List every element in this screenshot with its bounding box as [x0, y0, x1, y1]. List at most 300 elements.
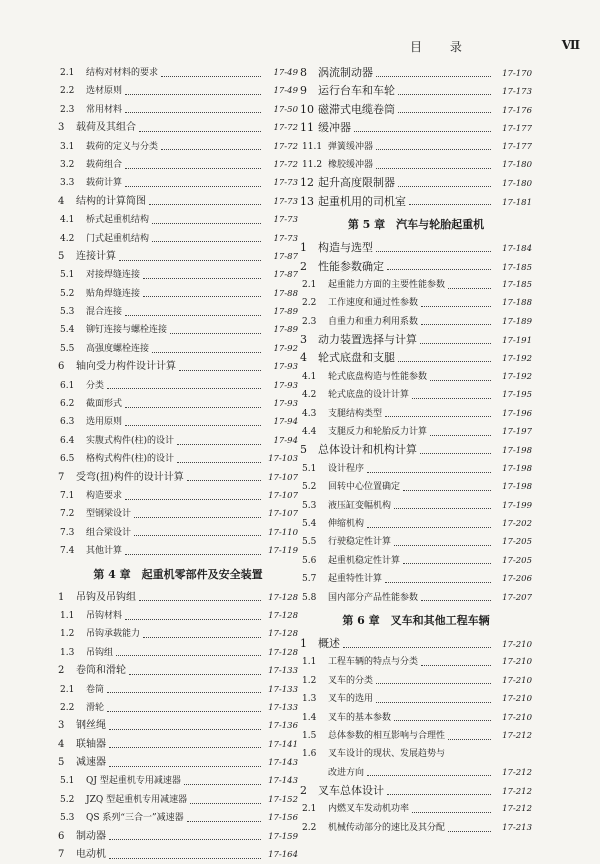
dot-leader: [420, 453, 491, 454]
dot-leader: [343, 647, 491, 648]
dot-leader: [409, 204, 491, 205]
dot-leader: [116, 655, 261, 656]
entry-title: 回转中心位置确定: [328, 482, 401, 493]
entry-page-number: 17-213: [502, 822, 532, 833]
toc-section-entry: [300, 82, 532, 100]
toc-subsection-entry: [300, 533, 532, 551]
entry-page-number: 17-197: [502, 427, 532, 438]
dot-leader: [376, 149, 491, 150]
entry-title: 截面形式: [86, 399, 123, 410]
entry-title: 工作速度和通过性参数: [328, 298, 419, 309]
entry-page-number: 17-143: [268, 758, 298, 769]
toc-subsection-entry: [300, 423, 532, 441]
entry-title: 弹簧缓冲器: [328, 141, 374, 152]
toc-subsection-entry: [300, 294, 532, 312]
dot-leader: [430, 435, 491, 436]
entry-title: 起升高度限制器: [318, 176, 395, 190]
entry-page-number: 17-87: [273, 270, 298, 281]
entry-number: 3.2: [60, 159, 75, 170]
dot-leader: [421, 600, 491, 601]
entry-title: 橡胶缓冲器: [328, 159, 374, 170]
entry-number: 3: [58, 122, 65, 134]
entry-title: 叉车的选用: [328, 694, 374, 705]
entry-number: 6: [58, 361, 65, 373]
dot-leader: [376, 702, 491, 703]
entry-number: 1.3: [302, 694, 317, 705]
entry-page-number: 17-205: [502, 537, 532, 548]
toc-subsection-entry: [58, 285, 298, 303]
toc-left-column: [58, 64, 298, 864]
toc-section-entry: [58, 662, 298, 680]
entry-number: 5.1: [60, 776, 75, 787]
entry-page-number: 17-72: [273, 123, 298, 134]
entry-title: 起重能力方面的主要性能参数: [328, 279, 446, 290]
entry-page-number: 17-212: [502, 787, 532, 798]
entry-page-number: 17-103: [268, 454, 298, 465]
entry-page-number: 17-73: [273, 196, 298, 207]
entry-number: 5.4: [302, 518, 317, 529]
entry-number: 6.2: [60, 399, 75, 410]
dot-leader: [107, 692, 261, 693]
dot-leader: [448, 288, 491, 289]
chapter-heading: 第 4 章 起重机零部件及安全装置: [93, 567, 263, 581]
dot-leader: [187, 821, 261, 822]
dot-leader: [394, 508, 491, 509]
page-header: [410, 38, 580, 54]
entry-number: 1.1: [302, 657, 317, 668]
dot-leader: [134, 517, 261, 518]
toc-section-entry: [58, 193, 298, 211]
entry-title: JZQ 型起重机专用减速器: [86, 794, 188, 805]
entry-number: 1: [300, 636, 307, 650]
entry-number: 5.8: [302, 592, 317, 603]
entry-page-number: 17-210: [502, 657, 532, 668]
entry-title: 起重机用的司机室: [318, 194, 406, 208]
entry-title: 构造与选型: [318, 241, 373, 255]
entry-number: 1.2: [302, 675, 317, 686]
dot-leader: [190, 803, 261, 804]
entry-page-number: 17-212: [502, 767, 532, 778]
toc-subsection-entry: [58, 340, 298, 358]
entry-page-number: 17-156: [268, 813, 298, 824]
dot-leader: [152, 241, 261, 242]
entry-title: 桥式起重机结构: [86, 215, 150, 226]
entry-title: 实腹式构件(柱)的设计: [86, 435, 175, 446]
dot-leader: [107, 388, 261, 389]
dot-leader: [403, 490, 491, 491]
entry-title: 高强度螺栓连接: [86, 343, 150, 354]
toc-subsection-entry: [58, 413, 298, 431]
dot-leader: [448, 739, 491, 740]
entry-page-number: 17-152: [268, 794, 298, 805]
toc-section-entry: [58, 358, 298, 376]
toc-subsection-entry: [300, 478, 532, 496]
entry-page-number: 17-128: [268, 629, 298, 640]
entry-title: 吊钩组: [86, 647, 114, 658]
entry-page-number: 17-210: [502, 712, 532, 723]
entry-page-number: 17-143: [268, 776, 298, 787]
entry-number: 7: [58, 471, 65, 483]
entry-title: 卷筒: [86, 684, 105, 695]
toc-subsection-entry: [300, 515, 532, 533]
entry-page-number: 17-133: [268, 702, 298, 713]
entry-title: 涡流制动器: [318, 66, 373, 79]
dot-leader: [149, 204, 261, 205]
entry-title: 分类: [86, 380, 105, 391]
entry-page-number: 17-128: [268, 592, 298, 603]
toc-subsection-entry: [300, 570, 532, 588]
entry-number: 2.3: [60, 104, 75, 115]
toc-subsection-entry: [58, 432, 298, 450]
dot-leader: [139, 131, 261, 132]
entry-page-number: 17-72: [273, 159, 298, 170]
entry-page-number: 17-119: [268, 546, 298, 557]
dot-leader: [143, 278, 261, 279]
entry-page-number: 17-73: [273, 178, 298, 189]
entry-number: 4: [300, 351, 307, 365]
entry-page-number: 17-89: [273, 307, 298, 318]
entry-title: 卷筒和滑轮: [76, 665, 126, 677]
entry-page-number: 17-92: [273, 343, 298, 354]
toc-subsection-entry: [300, 405, 532, 423]
entry-title: 改进方向: [328, 767, 365, 778]
entry-page-number: 17-133: [268, 666, 298, 677]
entry-page-number: 17-107: [268, 472, 298, 483]
dot-leader: [394, 545, 491, 546]
toc-subsection-entry: [300, 653, 532, 671]
entry-title: 液压缸变幅机构: [328, 500, 392, 511]
toc-subsection-entry: [300, 672, 532, 690]
toc-subsection-entry: [300, 589, 532, 607]
entry-page-number: 17-72: [273, 141, 298, 152]
entry-number: 7.1: [60, 490, 75, 501]
entry-title: 动力装置选择与计算: [318, 333, 417, 347]
entry-title: 结构对材料的要求: [86, 68, 159, 78]
entry-title: 轮式底盘的设计计算: [328, 390, 410, 401]
entry-number: 5.6: [302, 555, 317, 566]
toc-section-entry: [300, 239, 532, 257]
entry-page-number: 17-170: [502, 69, 532, 79]
entry-page-number: 17-180: [502, 159, 532, 170]
entry-title: 载荷组合: [86, 159, 123, 170]
toc-section-entry: [300, 441, 532, 459]
entry-page-number: 17-192: [502, 371, 532, 382]
dot-leader: [376, 251, 491, 252]
toc-subsection-entry: [300, 745, 532, 763]
entry-page-number: 17-199: [502, 500, 532, 511]
entry-number: 2: [300, 784, 307, 798]
entry-page-number: 17-177: [502, 141, 532, 152]
entry-title: 受弯(扭)构件的设计计算: [76, 471, 184, 483]
dot-leader: [367, 527, 491, 528]
toc-subsection-entry: [300, 386, 532, 404]
dot-leader: [107, 711, 261, 712]
chapter-heading: 第 6 章 叉车和其他工程车辆: [342, 613, 490, 627]
entry-page-number: 17-159: [268, 831, 298, 842]
entry-page-number: 17-128: [268, 610, 298, 621]
entry-page-number: 17-184: [502, 244, 532, 255]
toc-section-entry: [58, 717, 298, 735]
entry-title: QJ 型起重机专用减速器: [86, 776, 181, 787]
dot-leader: [420, 343, 491, 344]
entry-number: 5.4: [60, 325, 75, 336]
entry-page-number: 17-49: [273, 68, 298, 78]
entry-page-number: 17-94: [273, 435, 298, 446]
entry-page-number: 17-93: [273, 362, 298, 373]
entry-title: 设计程序: [328, 463, 365, 474]
dot-leader: [385, 582, 491, 583]
toc-subsection-entry: [300, 497, 532, 515]
entry-number: 5.2: [60, 794, 75, 805]
entry-number: 4.3: [302, 408, 317, 419]
toc-section-entry: [58, 736, 298, 754]
toc-section-entry: [300, 174, 532, 192]
entry-title: 总体参数的相互影响与合理性: [328, 730, 446, 741]
entry-title: 减速器: [76, 757, 106, 769]
dot-leader: [125, 186, 261, 187]
entry-number: 1.5: [302, 730, 317, 741]
header-page-number: Ⅶ: [561, 38, 580, 52]
entry-page-number: 17-198: [502, 482, 532, 493]
toc-subsection-entry: [300, 276, 532, 294]
dot-leader: [125, 407, 261, 408]
dot-leader: [430, 380, 491, 381]
entry-title: 选用原则: [86, 417, 123, 428]
entry-page-number: 17-212: [502, 804, 532, 815]
entry-title: 钢丝绳: [76, 720, 106, 732]
entry-number: 5.1: [302, 463, 317, 474]
entry-number: 4.2: [302, 390, 317, 401]
entry-title: 门式起重机结构: [86, 233, 150, 244]
dot-leader: [398, 361, 491, 362]
entry-number: 13: [300, 194, 314, 208]
entry-page-number: 17-176: [502, 105, 532, 116]
dot-leader: [129, 674, 261, 675]
entry-number: 8: [300, 66, 307, 79]
entry-page-number: 17-205: [502, 555, 532, 566]
entry-title: 其他计算: [86, 546, 123, 557]
entry-number: 9: [300, 84, 307, 98]
entry-number: 1.6: [302, 749, 317, 760]
entry-page-number: 17-210: [502, 639, 532, 650]
dot-leader: [421, 306, 491, 307]
toc-section-entry: [58, 469, 298, 487]
dot-leader: [421, 665, 491, 666]
entry-number: 6.1: [60, 380, 75, 391]
entry-title: 叉车的基本参数: [328, 712, 392, 723]
entry-page-number: 17-210: [502, 675, 532, 686]
toc-subsection-entry: [300, 709, 532, 727]
dot-leader: [125, 94, 261, 95]
dot-leader: [143, 296, 261, 297]
toc-subsection-entry: [58, 82, 298, 100]
toc-subsection-entry: [300, 156, 532, 174]
toc-section-entry: [300, 64, 532, 82]
entry-number: 6.4: [60, 435, 75, 446]
dot-leader: [398, 112, 491, 113]
entry-page-number: 17-94: [273, 417, 298, 428]
dot-leader: [134, 535, 261, 536]
entry-page-number: 17-196: [502, 408, 532, 419]
entry-title: 轴向受力构件设计计算: [76, 361, 176, 373]
entry-title: 吊钩材料: [86, 610, 123, 621]
entry-title: 载荷的定义与分类: [86, 141, 159, 152]
entry-title: 概述: [318, 636, 340, 650]
entry-number: 2.1: [302, 279, 317, 290]
entry-number: 4.2: [60, 233, 75, 244]
dot-leader: [394, 720, 491, 721]
dot-leader: [412, 812, 491, 813]
entry-number: 7.4: [60, 546, 75, 557]
entry-title: 贴角焊缝连接: [86, 288, 141, 299]
entry-title: 型钢梁设计: [86, 509, 132, 520]
dot-leader: [179, 370, 261, 371]
dot-leader: [387, 794, 491, 795]
toc-subsection-entry: [300, 460, 532, 478]
entry-number: 3.1: [60, 141, 75, 152]
toc-subsection-entry: [58, 230, 298, 248]
entry-title: 运行台车和车轮: [318, 84, 395, 98]
entry-title: 轮式底盘构造与性能参数: [328, 371, 428, 382]
toc-section-entry: [300, 635, 532, 653]
entry-title: 伸缩机构: [328, 518, 365, 529]
dot-leader: [354, 131, 491, 132]
entry-title: 格构式构件(柱)的设计: [86, 454, 175, 465]
dot-leader: [125, 425, 261, 426]
toc-section-entry: [58, 828, 298, 846]
dot-leader: [403, 563, 491, 564]
entry-title: 构造要求: [86, 490, 123, 501]
dot-leader: [119, 260, 261, 261]
entry-title: 国内部分产品性能参数: [328, 592, 419, 603]
entry-page-number: 17-93: [273, 399, 298, 410]
dot-leader: [109, 766, 261, 767]
entry-title: 总体设计和机构计算: [318, 443, 417, 457]
entry-page-number: 17-50: [273, 104, 298, 115]
dot-leader: [177, 444, 261, 445]
dot-leader: [367, 472, 491, 473]
entry-title: 混合连接: [86, 307, 123, 318]
entry-number: 4: [58, 738, 65, 750]
dot-leader: [125, 112, 261, 113]
entry-number: 6.3: [60, 417, 75, 428]
entry-page-number: 17-181: [502, 197, 532, 208]
entry-number: 2.1: [60, 684, 75, 695]
entry-title: 载荷及其组合: [76, 122, 136, 134]
entry-number: 1: [300, 241, 307, 255]
entry-number: 3: [300, 333, 307, 347]
dot-leader: [367, 775, 491, 776]
toc-subsection-entry: [58, 377, 298, 395]
entry-title: 滑轮: [86, 702, 105, 713]
toc-subsection-entry: [58, 156, 298, 174]
entry-page-number: 17-180: [502, 179, 532, 190]
entry-number: 5: [58, 250, 65, 262]
toc-subsection-entry: [58, 64, 298, 82]
dot-leader: [376, 168, 491, 169]
dot-leader: [161, 149, 261, 150]
entry-page-number: 17-93: [273, 380, 298, 391]
entry-title: 支腿结构类型: [328, 408, 383, 419]
entry-title: 连接计算: [76, 250, 116, 262]
entry-title: 内燃叉车发动机功率: [328, 804, 410, 815]
entry-number: 1.3: [60, 647, 75, 658]
entry-number: 2.2: [302, 822, 317, 833]
toc-section-entry: [300, 258, 532, 276]
entry-title: QS 系列“三合一”减速器: [86, 813, 184, 824]
toc-subsection-entry: [58, 101, 298, 119]
entry-page-number: 17-141: [268, 739, 298, 750]
entry-number: 2.1: [302, 804, 317, 815]
entry-page-number: 17-185: [502, 262, 532, 273]
entry-number: 4.1: [60, 215, 75, 226]
entry-number: 2.2: [60, 86, 75, 97]
toc-subsection-entry: [58, 681, 298, 699]
entry-page-number: 17-212: [502, 730, 532, 741]
dot-leader: [385, 416, 491, 417]
dot-leader: [184, 784, 261, 785]
toc-section-entry: [58, 846, 298, 864]
dot-leader: [421, 324, 491, 325]
toc-section-entry: [300, 101, 532, 119]
entry-title: 组合梁设计: [86, 527, 132, 538]
entry-number: 4.4: [302, 427, 317, 438]
entry-number: 1.4: [302, 712, 317, 723]
entry-number: 1.1: [60, 610, 75, 621]
entry-number: 10: [300, 102, 314, 116]
entry-title: 载荷计算: [86, 178, 123, 189]
dot-leader: [109, 747, 261, 748]
entry-title: 选材原则: [86, 86, 123, 97]
entry-number: 5: [58, 757, 65, 769]
toc-subsection-entry: [58, 644, 298, 662]
toc-subsection-entry: [58, 542, 298, 560]
entry-page-number: 17-198: [502, 446, 532, 457]
entry-page-number: 17-185: [502, 279, 532, 290]
dot-leader: [448, 831, 491, 832]
entry-number: 5.1: [60, 270, 75, 281]
entry-number: 1: [58, 591, 65, 603]
entry-title: 缓冲器: [318, 121, 351, 135]
entry-page-number: 17-107: [268, 490, 298, 501]
entry-number: 6.5: [60, 454, 75, 465]
entry-number: 5.5: [302, 537, 317, 548]
dot-leader: [387, 269, 491, 270]
entry-number: 3.3: [60, 178, 75, 189]
entry-page-number: 17-110: [268, 527, 298, 538]
toc-subsection-entry: [58, 138, 298, 156]
entry-title: 性能参数确定: [318, 259, 384, 273]
entry-page-number: 17-88: [273, 288, 298, 299]
toc-subsection-entry: [58, 625, 298, 643]
dot-leader: [139, 600, 261, 601]
entry-page-number: 17-202: [502, 518, 532, 529]
entry-number: 11: [300, 121, 314, 135]
entry-title: 联轴器: [76, 738, 106, 750]
entry-number: 7.3: [60, 527, 75, 538]
toc-subsection-entry: [58, 266, 298, 284]
header-title: 目 录: [410, 40, 474, 54]
toc-section-entry: [58, 248, 298, 266]
entry-number: 2.2: [60, 702, 75, 713]
entry-number: 5: [300, 443, 307, 457]
dot-leader: [398, 94, 491, 95]
entry-page-number: 17-206: [502, 574, 532, 585]
dot-leader: [109, 839, 261, 840]
entry-title: 行驶稳定性计算: [328, 537, 392, 548]
toc-subsection-entry: [300, 368, 532, 386]
toc-section-entry: [58, 589, 298, 607]
